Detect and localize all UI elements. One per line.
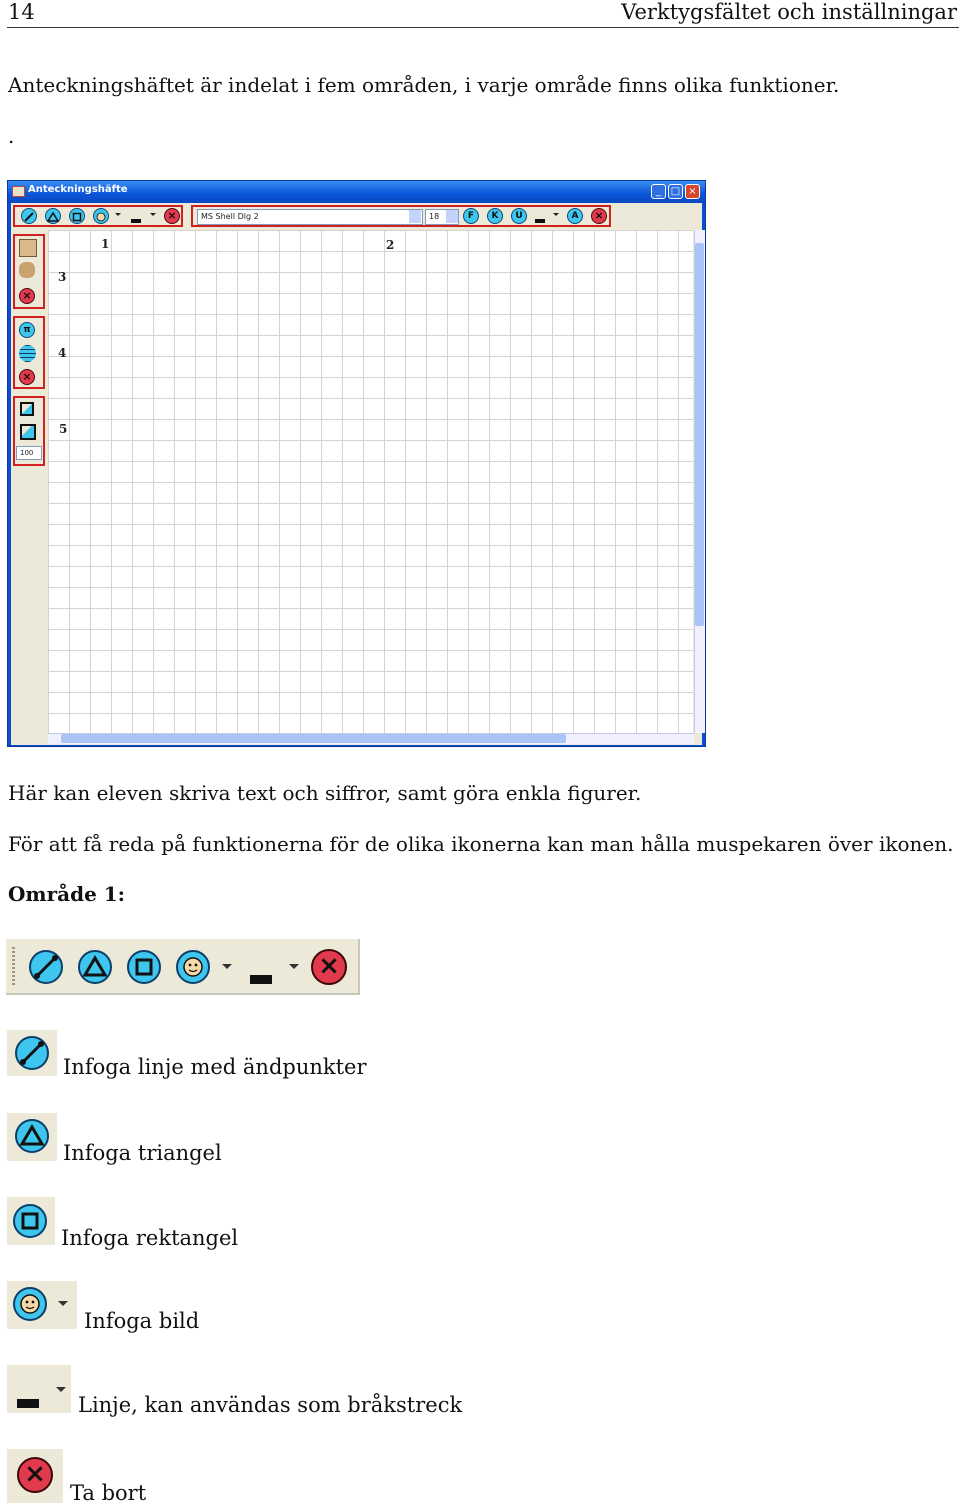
drawing-canvas[interactable] [48, 230, 693, 742]
triangle-icon[interactable] [78, 950, 112, 984]
delete-icon[interactable]: × [19, 288, 35, 304]
minimize-icon[interactable]: _ [651, 184, 666, 199]
fraction-line-icon[interactable] [131, 219, 141, 223]
legend-icon-tile [7, 1365, 71, 1413]
legend-icon-tile [7, 1030, 57, 1076]
maximize-icon[interactable]: □ [668, 184, 683, 199]
legend-label-rectangle: Infoga rektangel [61, 1226, 239, 1250]
window-titlebar [8, 181, 705, 203]
area-label-4: 4 [58, 346, 67, 360]
legend-label-fraction-line: Linje, kan användas som bråkstreck [78, 1393, 463, 1417]
chevron-down-icon[interactable] [409, 210, 421, 223]
close-window-icon[interactable]: × [685, 184, 700, 199]
resize-small-icon[interactable] [20, 402, 34, 416]
window-title: Anteckningshäfte [28, 184, 128, 195]
triangle-icon[interactable] [45, 208, 61, 224]
fraction-line-icon[interactable] [535, 219, 545, 223]
legend-label-delete: Ta bort [70, 1481, 147, 1505]
rectangle-icon[interactable] [127, 950, 161, 984]
chevron-down-icon[interactable] [150, 213, 156, 216]
toolbar-area-2 [191, 205, 611, 227]
area-1-toolbar [6, 939, 360, 995]
header-rule [7, 27, 959, 28]
rectangle-icon [13, 1204, 47, 1238]
intro-paragraph: Anteckningshäftet är indelat i fem områden, i varje område finns olika funktioner. [8, 73, 840, 97]
notebook-icon[interactable] [19, 239, 37, 257]
fraction-line-icon[interactable] [250, 975, 272, 984]
fraction-line-icon [17, 1399, 39, 1408]
font-size-select[interactable]: 18 [425, 209, 459, 225]
line-with-endpoints-icon[interactable] [29, 950, 63, 984]
insert-image-icon[interactable] [93, 208, 109, 224]
bold-icon[interactable]: F [463, 208, 479, 224]
chevron-down-icon [58, 1301, 68, 1306]
insert-image-icon [13, 1287, 47, 1321]
person-icon[interactable] [19, 262, 35, 278]
pi-icon[interactable]: π [19, 322, 35, 338]
grid-icon[interactable] [19, 345, 36, 362]
page-number: 14 [8, 0, 35, 24]
description-paragraph: Här kan eleven skriva text och siffror, samt göra enkla figurer. [8, 781, 642, 805]
toolbar-area-1 [13, 205, 183, 227]
chevron-down-icon[interactable] [222, 964, 232, 969]
section-heading: Område 1: [8, 882, 126, 906]
toolbar-area-3 [13, 234, 45, 309]
legend-icon-tile [7, 1113, 57, 1161]
rectangle-icon[interactable] [69, 208, 85, 224]
area-label-1: 1 [101, 237, 110, 251]
zoom-input[interactable]: 100 [16, 446, 42, 460]
italic-icon[interactable]: K [487, 208, 503, 224]
text-color-icon[interactable]: A [567, 208, 583, 224]
chevron-down-icon[interactable] [115, 213, 121, 216]
notebook-window-screenshot [7, 180, 706, 747]
delete-icon[interactable]: × [164, 208, 180, 224]
legend-icon-tile [7, 1281, 77, 1329]
triangle-icon [15, 1119, 49, 1153]
legend-icon-tile [7, 1197, 55, 1245]
chevron-down-icon[interactable] [446, 210, 458, 223]
toolbar-area-4 [13, 316, 45, 389]
delete-icon[interactable]: × [19, 369, 35, 385]
toolbar-grip[interactable] [12, 947, 15, 987]
resize-large-icon[interactable] [20, 424, 36, 440]
chevron-down-icon[interactable] [553, 213, 559, 216]
area-label-5: 5 [59, 422, 68, 436]
delete-icon[interactable]: × [591, 208, 607, 224]
legend-label-triangle: Infoga triangel [63, 1141, 222, 1165]
delete-icon[interactable]: × [311, 949, 347, 985]
tooltip-paragraph: För att få reda på funktionerna för de olika ikonerna kan man hålla muspekaren över ikonen. [8, 832, 954, 856]
stray-dot: . [8, 124, 15, 148]
chevron-down-icon [56, 1387, 66, 1392]
delete-icon: × [17, 1457, 53, 1493]
vertical-scroll-thumb[interactable] [695, 243, 704, 626]
horizontal-scroll-thumb[interactable] [61, 734, 566, 743]
chapter-title: Verktygsfältet och inställningar [621, 0, 957, 24]
app-icon [12, 186, 25, 197]
underline-icon[interactable]: U [511, 208, 527, 224]
legend-label-line: Infoga linje med ändpunkter [63, 1055, 367, 1079]
legend-label-image: Infoga bild [84, 1309, 200, 1333]
font-name-select[interactable]: MS Shell Dlg 2 [197, 209, 423, 225]
line-with-endpoints-icon [15, 1036, 49, 1070]
insert-image-icon[interactable] [176, 950, 210, 984]
toolbar-area-5 [13, 396, 45, 466]
window-body [11, 203, 702, 745]
area-label-2: 2 [386, 238, 395, 252]
area-label-3: 3 [58, 270, 67, 284]
legend-icon-tile [7, 1449, 63, 1503]
line-with-endpoints-icon[interactable] [21, 208, 37, 224]
chevron-down-icon[interactable] [289, 964, 299, 969]
